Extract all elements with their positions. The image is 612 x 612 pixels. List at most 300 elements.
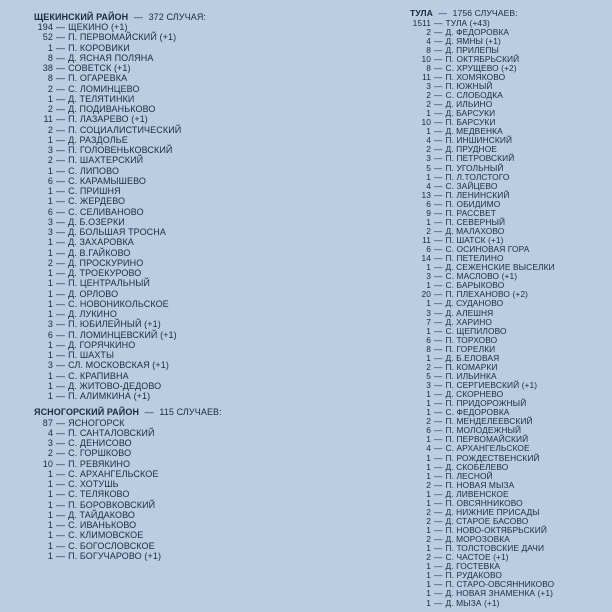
case-count: 1 bbox=[47, 370, 53, 381]
settlement-name: П. СТАРО-ОВСЯННИКОВО bbox=[445, 579, 555, 590]
settlement-row bbox=[34, 114, 222, 124]
settlement-row bbox=[34, 227, 222, 237]
case-count: 1 bbox=[47, 186, 53, 197]
dash: — bbox=[56, 268, 66, 279]
dash: — bbox=[434, 189, 443, 200]
settlement-name: Д. АЛЕШНЯ bbox=[445, 307, 494, 318]
settlement-name: П. ШАХТЕРСКИЙ bbox=[68, 155, 144, 166]
dash: — bbox=[144, 407, 154, 418]
settlement-name: СОВЕТСК (+1) bbox=[68, 63, 131, 74]
dash: — bbox=[434, 162, 443, 173]
case-count: 1 bbox=[426, 597, 431, 608]
settlement-row bbox=[34, 43, 222, 53]
settlement-name: П. ПЕТРОВСКИЙ bbox=[445, 153, 515, 164]
settlement-row bbox=[34, 94, 222, 104]
case-count: 2 bbox=[47, 104, 53, 115]
dash: — bbox=[56, 489, 66, 500]
settlement-name: Д. ФЕДОРОВКА bbox=[445, 26, 510, 37]
case-count: 6 bbox=[47, 175, 53, 186]
settlement-list bbox=[410, 19, 555, 608]
dash: — bbox=[434, 534, 443, 545]
settlement-name: П. СЕВЕРНЫЙ bbox=[445, 216, 506, 227]
settlement-name: П. АЛИМКИНА (+1) bbox=[68, 391, 151, 402]
settlement-row bbox=[34, 500, 222, 510]
settlement-name: С. ЧАСТОЕ (+1) bbox=[445, 552, 509, 563]
settlement-name: Д. ПРУДНОЕ bbox=[445, 144, 497, 155]
settlement-row bbox=[34, 479, 222, 489]
case-count: 4 bbox=[426, 443, 431, 454]
case-count: 3 bbox=[47, 216, 53, 227]
case-count: 10 bbox=[42, 458, 53, 469]
settlement-name: П. ЛЕНИНСКИЙ bbox=[445, 189, 510, 200]
dash: — bbox=[434, 398, 443, 409]
settlement-row bbox=[34, 459, 222, 469]
dash: — bbox=[56, 216, 66, 227]
settlement-row bbox=[34, 350, 222, 360]
case-count: 1 bbox=[426, 488, 431, 499]
case-count: 10 bbox=[421, 53, 431, 64]
case-count: 11 bbox=[43, 114, 53, 125]
dash: — bbox=[434, 370, 443, 381]
dash: — bbox=[56, 438, 66, 449]
dash: — bbox=[56, 427, 66, 438]
case-count: 2 bbox=[426, 416, 431, 427]
dash: — bbox=[434, 26, 443, 37]
case-count: 1 bbox=[426, 398, 431, 409]
settlement-name: П. САНТАЛОВСКИЙ bbox=[68, 427, 155, 438]
dash: — bbox=[56, 206, 66, 217]
settlement-name: Д. СКОБЕЛЕВО bbox=[445, 461, 509, 472]
dash: — bbox=[434, 325, 443, 336]
case-count: 1 bbox=[47, 350, 53, 361]
dash: — bbox=[434, 207, 443, 218]
dash: — bbox=[56, 32, 66, 43]
settlement-name: П. ЛОМИНЦЕВСКИЙ (+1) bbox=[68, 329, 177, 340]
dash: — bbox=[56, 257, 66, 268]
case-count: 1 bbox=[426, 497, 431, 508]
case-count: 4 bbox=[426, 35, 431, 46]
dash: — bbox=[434, 298, 443, 309]
district-summary: 1756 СЛУЧАЕВ: bbox=[452, 8, 518, 18]
dash: — bbox=[434, 416, 443, 427]
dash: — bbox=[434, 389, 443, 400]
settlement-row bbox=[34, 155, 222, 165]
case-count: 1 bbox=[426, 108, 431, 119]
settlement-name: Д. МЫЗА (+1) bbox=[445, 597, 500, 608]
settlement-row bbox=[34, 125, 222, 135]
dash: — bbox=[56, 52, 66, 63]
settlement-row bbox=[34, 541, 222, 551]
settlement-name: П. ШАХТЫ bbox=[68, 350, 115, 361]
settlement-row bbox=[34, 237, 222, 247]
case-count: 4 bbox=[426, 180, 431, 191]
settlement-name: С. ЛИПОВО bbox=[68, 165, 120, 176]
settlement-name: Д. НИЖНИЕ ПРИСАДЫ bbox=[445, 506, 540, 517]
settlement-name: С. ЩЕПИЛОВО bbox=[445, 325, 507, 336]
dash: — bbox=[434, 235, 443, 245]
dash: — bbox=[434, 461, 443, 472]
case-count: 1 bbox=[47, 530, 53, 541]
case-count: 3 bbox=[426, 380, 431, 390]
case-count: 1 bbox=[426, 325, 431, 336]
settlement-list bbox=[34, 418, 222, 562]
case-count: 13 bbox=[421, 189, 431, 200]
dash: — bbox=[56, 145, 66, 156]
district-title: ЯСНОГОРСКИЙ РАЙОН bbox=[34, 407, 140, 418]
settlement-row bbox=[34, 299, 222, 309]
dash: — bbox=[434, 153, 443, 164]
dash: — bbox=[434, 506, 443, 517]
settlement-name: Д. ЯМНЫ (+1) bbox=[445, 35, 501, 46]
case-count: 1 bbox=[47, 134, 53, 145]
settlement-name: Д. Б.ЕЛОВАЯ bbox=[445, 352, 500, 363]
settlement-row bbox=[34, 196, 222, 206]
settlement-name: П. ТОЛСТОВСКИЕ ДАЧИ bbox=[445, 543, 545, 554]
dash: — bbox=[56, 134, 66, 145]
case-count: 1 bbox=[47, 237, 53, 248]
settlement-name: П. ПЛЕХАНОВО (+2) bbox=[445, 289, 528, 300]
case-count: 4 bbox=[426, 135, 431, 146]
dash: — bbox=[56, 83, 66, 94]
settlement-name: Д. МАЛАХОВО bbox=[445, 225, 505, 236]
case-count: 1 bbox=[47, 93, 53, 104]
dash: — bbox=[434, 262, 443, 273]
case-count: 1 bbox=[426, 126, 431, 137]
case-count: 1 bbox=[426, 434, 431, 445]
settlement-name: П. БАРСУКИ bbox=[445, 117, 496, 128]
settlement-name: С. КАРАМЫШЕВО bbox=[68, 175, 146, 186]
settlement-name: П. ОКТЯБРЬСКИЙ bbox=[445, 53, 520, 64]
settlement-row bbox=[34, 340, 222, 350]
settlement-name: П. БОГУЧАРОВО (+1) bbox=[68, 550, 162, 561]
settlement-name: П. ИЛЬИНКА bbox=[445, 370, 497, 381]
dash: — bbox=[56, 350, 66, 361]
case-count: 3 bbox=[426, 153, 431, 164]
settlement-name: С. СЕЛИВАНОВО bbox=[68, 206, 144, 217]
case-count: 1 bbox=[426, 407, 431, 418]
case-count: 1 bbox=[47, 247, 53, 258]
settlement-row bbox=[34, 330, 222, 340]
dash: — bbox=[434, 334, 443, 345]
settlement-name: С. ХОТУШЬ bbox=[68, 479, 119, 490]
case-count: 6 bbox=[426, 334, 431, 345]
case-count: 3 bbox=[426, 80, 431, 91]
dash: — bbox=[56, 530, 66, 541]
settlement-row bbox=[34, 84, 222, 94]
settlement-name: ЯСНОГОРСК bbox=[68, 417, 125, 428]
case-count: 1 bbox=[426, 389, 431, 400]
dash: — bbox=[56, 417, 66, 428]
dash: — bbox=[434, 244, 443, 255]
settlement-name: ЩЕКИНО (+1) bbox=[68, 22, 128, 33]
dash: — bbox=[434, 597, 443, 608]
settlement-row bbox=[34, 360, 222, 370]
case-count: 1 bbox=[47, 489, 53, 500]
case-count: 2 bbox=[426, 225, 431, 236]
settlement-name: П. ТОРХОВО bbox=[445, 334, 498, 345]
dash: — bbox=[56, 288, 66, 299]
dash: — bbox=[56, 479, 66, 490]
settlement-name: С. ОСИНОВАЯ ГОРА bbox=[445, 244, 530, 255]
case-count: 1 bbox=[47, 165, 53, 176]
dash: — bbox=[56, 319, 66, 330]
case-count: 4 bbox=[47, 427, 53, 438]
settlement-name: П. ОБИДИМО bbox=[445, 198, 501, 209]
dash: — bbox=[434, 525, 443, 535]
settlement-name: Д. ЗАХАРОВКА bbox=[68, 237, 134, 248]
settlement-name: С. СЛОБОДКА bbox=[445, 90, 503, 100]
case-count: 1 bbox=[426, 543, 431, 554]
case-count: 8 bbox=[426, 62, 431, 73]
settlement-name: П. НОВАЯ МЫЗА bbox=[445, 479, 515, 490]
settlement-name: П. ЮБИЛЕЙНЫЙ (+1) bbox=[68, 319, 161, 330]
dash: — bbox=[56, 329, 66, 340]
settlement-name: С. БАРЫКОВО bbox=[445, 280, 505, 291]
case-count: 87 bbox=[42, 417, 53, 428]
dash: — bbox=[56, 124, 66, 135]
settlement-row bbox=[34, 391, 222, 401]
settlement-row bbox=[34, 309, 222, 319]
case-count: 14 bbox=[421, 253, 431, 264]
dash: — bbox=[133, 12, 143, 22]
settlement-row bbox=[34, 176, 222, 186]
settlement-row bbox=[34, 217, 222, 227]
settlement-name: Д. МЕДВЕНКА bbox=[445, 126, 503, 137]
case-count: 2 bbox=[426, 99, 431, 110]
settlement-name: П. ЦЕНТРАЛЬНЫЙ bbox=[68, 278, 150, 289]
case-count: 2 bbox=[47, 124, 53, 135]
case-count: 6 bbox=[426, 425, 431, 436]
district-header bbox=[34, 12, 222, 22]
case-count: 1 bbox=[47, 288, 53, 299]
case-count: 8 bbox=[426, 343, 431, 354]
district-yasnogorsk bbox=[34, 407, 222, 561]
dash: — bbox=[56, 155, 66, 166]
settlement-name: П. СОЦИАЛИСТИЧЕСКИЙ bbox=[68, 124, 182, 135]
settlement-row bbox=[34, 448, 222, 458]
settlement-name: П. ЮЖНЫЙ bbox=[445, 80, 493, 91]
dash: — bbox=[434, 470, 443, 481]
settlement-name: С. ПРИШНЯ bbox=[68, 186, 121, 197]
settlement-row bbox=[34, 145, 222, 155]
dash: — bbox=[434, 180, 443, 191]
case-count: 8 bbox=[426, 44, 431, 55]
settlement-name: П. КОРОВИКИ bbox=[68, 42, 130, 53]
case-count: 1 bbox=[47, 499, 53, 510]
case-count: 1 bbox=[47, 520, 53, 531]
settlement-name: П. НОВО-ОКТЯБРЬСКИЙ bbox=[445, 525, 547, 535]
dash: — bbox=[434, 17, 443, 28]
settlement-row bbox=[34, 551, 222, 561]
settlement-row bbox=[34, 268, 222, 278]
dash: — bbox=[434, 552, 443, 563]
settlement-row bbox=[34, 469, 222, 479]
settlement-name: П. ОВСЯННИКОВО bbox=[445, 497, 523, 508]
case-count: 1 bbox=[47, 509, 53, 520]
settlement-name: П. ЛАЗАРЕВО (+1) bbox=[68, 114, 148, 125]
settlement-name: П. РАССВЕТ bbox=[445, 207, 496, 218]
case-count: 2 bbox=[426, 26, 431, 37]
case-count: 8 bbox=[47, 73, 53, 84]
case-count: 1 bbox=[426, 470, 431, 481]
case-count: 1 bbox=[426, 525, 431, 535]
dash: — bbox=[56, 237, 66, 248]
settlement-name: С. ГОРШКОВО bbox=[68, 448, 132, 459]
dash: — bbox=[434, 515, 443, 526]
dash: — bbox=[56, 63, 66, 74]
case-count: 2 bbox=[426, 552, 431, 563]
settlement-name: П. ХОМЯКОВО bbox=[445, 71, 506, 82]
dash: — bbox=[56, 42, 66, 53]
case-count: 38 bbox=[42, 63, 53, 74]
case-count: 1 bbox=[426, 561, 431, 572]
dash: — bbox=[434, 543, 443, 554]
dash: — bbox=[56, 339, 66, 350]
settlement-name: С. ДЕНИСОВО bbox=[68, 438, 132, 449]
dash: — bbox=[434, 253, 443, 264]
dash: — bbox=[434, 497, 443, 508]
settlement-row bbox=[34, 166, 222, 176]
settlement-name: П. Л.ТОЛСТОГО bbox=[445, 171, 510, 182]
dash: — bbox=[56, 468, 66, 479]
case-count: 1 bbox=[47, 309, 53, 320]
settlement-name: С. НОВОНИКОЛЬСКОЕ bbox=[68, 298, 169, 309]
settlement-name: Д. БОЛЬШАЯ ТРОСНА bbox=[68, 227, 166, 238]
settlement-name: Д. Б.ОЗЕРКИ bbox=[68, 216, 125, 227]
case-count: 5 bbox=[426, 162, 431, 173]
settlement-row bbox=[34, 63, 222, 73]
dash: — bbox=[56, 93, 66, 104]
settlement-name: Д. ОРЛОВО bbox=[68, 288, 119, 299]
settlement-name: Д. СУДАНОВО bbox=[445, 298, 504, 309]
settlement-name: Д. В.ГАЙКОВО bbox=[68, 247, 131, 258]
case-count: 1 bbox=[47, 550, 53, 561]
settlement-row bbox=[34, 248, 222, 258]
case-count: 9 bbox=[426, 207, 431, 218]
dash: — bbox=[56, 309, 66, 320]
settlement-name: П. ГОЛОВЕНЬКОВСКИЙ bbox=[68, 145, 173, 156]
case-count: 2 bbox=[426, 534, 431, 545]
case-count: 11 bbox=[422, 235, 431, 245]
settlement-name: Д. ТЕЛЯТИНКИ bbox=[68, 93, 135, 104]
case-count: 1 bbox=[426, 298, 431, 309]
settlement-name: С. ЖЕРДЕВО bbox=[68, 196, 126, 207]
dash: — bbox=[434, 561, 443, 572]
case-count: 1 bbox=[47, 268, 53, 279]
dash: — bbox=[434, 71, 443, 82]
case-count: 3 bbox=[47, 145, 53, 156]
settlement-row bbox=[34, 319, 222, 329]
case-count: 2 bbox=[47, 155, 53, 166]
settlement-name: П. ПЕРВОМАЙСКИЙ bbox=[445, 434, 529, 445]
dash: — bbox=[434, 289, 443, 300]
settlement-name: Д. НОВАЯ ЗНАМЕНКА (+1) bbox=[445, 588, 554, 599]
dash: — bbox=[56, 227, 66, 238]
settlement-name: П. МОЛОДЕЖНЫЙ bbox=[445, 425, 522, 436]
case-count: 6 bbox=[426, 198, 431, 209]
settlement-name: П. ЛЕСНОЙ bbox=[445, 470, 493, 481]
settlement-name: Д. ГОСТЕВКА bbox=[445, 561, 501, 572]
district-shchekino bbox=[34, 12, 222, 401]
dash: — bbox=[56, 247, 66, 258]
case-count: 7 bbox=[426, 316, 431, 327]
case-count: 1 bbox=[426, 452, 431, 463]
case-count: 1 bbox=[47, 540, 53, 551]
settlement-row bbox=[34, 381, 222, 391]
settlement-name: С. ИВАНЬКОВО bbox=[68, 520, 137, 531]
dash: — bbox=[434, 407, 443, 418]
case-count: 2 bbox=[426, 479, 431, 490]
dash: — bbox=[56, 550, 66, 561]
district-summary: 372 СЛУЧАЯ: bbox=[148, 12, 207, 22]
case-count: 3 bbox=[426, 307, 431, 318]
settlement-row bbox=[34, 371, 222, 381]
dash: — bbox=[56, 540, 66, 551]
settlement-name: С. АРХАНГЕЛЬСКОЕ bbox=[445, 443, 530, 454]
dash: — bbox=[434, 280, 443, 291]
case-count: 1 bbox=[47, 278, 53, 289]
settlement-name: П. СЕРГИЕВСКИЙ (+1) bbox=[445, 380, 538, 390]
case-count: 3 bbox=[426, 271, 431, 282]
dash: — bbox=[434, 108, 443, 119]
settlement-name: П. УГОЛЬНЫЙ bbox=[445, 162, 504, 173]
settlement-name: Д. ПРОСКУРИНО bbox=[68, 257, 144, 268]
dash: — bbox=[434, 99, 443, 110]
settlement-name: С. ЛОМИНЦЕВО bbox=[68, 83, 140, 94]
case-count: 6 bbox=[47, 329, 53, 340]
settlement-name: С. МАСЛОВО (+1) bbox=[445, 271, 518, 282]
settlement-name: СЛ. МОСКОВСКАЯ (+1) bbox=[68, 360, 169, 371]
dash: — bbox=[434, 171, 443, 182]
case-count: 10 bbox=[421, 117, 431, 128]
case-count: 2 bbox=[47, 257, 53, 268]
settlement-name: П. ПЕРВОМАЙСКИЙ (+1) bbox=[68, 32, 177, 43]
settlement-name: С. АРХАНГЕЛЬСКОЕ bbox=[68, 468, 159, 479]
settlement-row bbox=[34, 73, 222, 83]
case-count: 2 bbox=[426, 506, 431, 517]
case-count: 3 bbox=[47, 438, 53, 449]
settlement-row bbox=[410, 599, 555, 608]
settlement-row bbox=[34, 22, 222, 32]
settlement-name: Д. ЯСНАЯ ПОЛЯНА bbox=[68, 52, 154, 63]
dash: — bbox=[438, 8, 448, 18]
dash: — bbox=[434, 479, 443, 490]
settlement-row bbox=[34, 489, 222, 499]
dash: — bbox=[434, 452, 443, 463]
case-count: 3 bbox=[47, 319, 53, 330]
case-count: 2 bbox=[47, 448, 53, 459]
settlement-name: Д. ГОРЯЧКИНО bbox=[68, 339, 136, 350]
case-count: 1 bbox=[47, 42, 53, 53]
case-count: 1 bbox=[426, 588, 431, 599]
dash: — bbox=[434, 488, 443, 499]
case-count: 52 bbox=[42, 32, 53, 43]
dash: — bbox=[434, 570, 443, 581]
settlement-name: Д. ЛИВЕНСКОЕ bbox=[445, 488, 509, 499]
settlement-row bbox=[34, 104, 222, 114]
dash: — bbox=[434, 316, 443, 327]
settlement-row bbox=[34, 207, 222, 217]
dash: — bbox=[434, 225, 443, 236]
case-count: 2 bbox=[426, 361, 431, 372]
dash: — bbox=[56, 391, 66, 402]
settlement-row bbox=[34, 135, 222, 145]
dash: — bbox=[434, 62, 443, 73]
right-column bbox=[410, 9, 555, 608]
case-count: 3 bbox=[47, 360, 53, 371]
case-count: 6 bbox=[426, 244, 431, 255]
settlement-name: П. МЕНДЕЛЕЕВСКИЙ bbox=[445, 416, 533, 427]
